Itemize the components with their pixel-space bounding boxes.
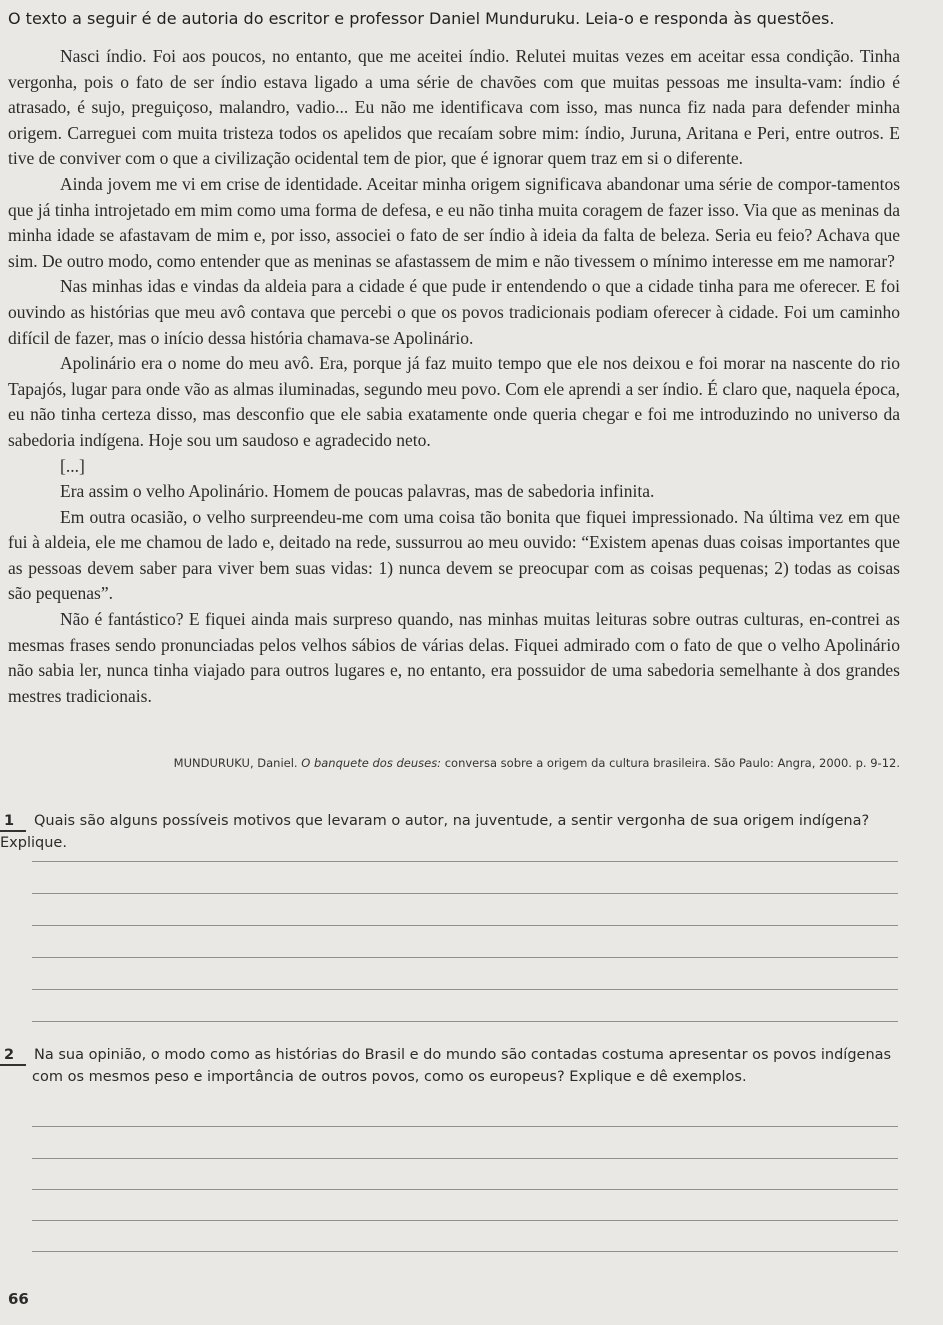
ellipsis-marker: [...] [60,455,85,476]
answer-line[interactable] [32,1251,898,1252]
answer-line[interactable] [32,1189,898,1190]
answer-line[interactable] [32,989,898,990]
instructions: O texto a seguir é de autoria do escritor e professor Daniel Munduruku. Leia-o e responda às questões. [8,9,835,28]
paragraph: Em outra ocasião, o velho surpreendeu-me com uma coisa tão bonita que fiquei impressionado. Na última vez em que fui à aldeia, ele me chamou de lado e, deitado na rede, sussurrou ao meu ouvido: “Existem apenas duas coisas importantes que as pessoas devem saber para viver bem suas vidas: 1) nunca devem se preocupar com as coisas pequenas; 2) todas as coisas são pequenas”. [8,506,900,604]
answer-line[interactable] [32,861,898,862]
question-number: 2 [0,1046,26,1066]
question-1 [0,810,920,854]
paragraph: Ainda jovem me vi em crise de identidade. Aceitar minha origem significava abandonar uma série de compor-tamentos que já tinha introjetado em mim como uma forma de defesa, e eu não tinha muita coragem de fazer isso. Via que as meninas da minha idade se afastavam de mim e, por isso, associei o fato de ser índio à ideia da falta de beleza. Seria eu feio? Achava que sim. De outro modo, como entender que as meninas se afastassem de mim e não tivessem o mínimo interesse em me namorar? [8,173,900,271]
source-details: conversa sobre a origem da cultura brasileira. São Paulo: Angra, 2000. p. 9-12. [444,756,900,770]
paragraph: Apolinário era o nome do meu avô. Era, porque já faz muito tempo que ele nos deixou e foi morar na nascente do rio Tapajós, lugar para onde vão as almas iluminadas, segundo meu povo. Com ele aprendi a ser índio. É claro que, naquela época, eu não tinha certeza disso, mas desconfio que ele sabia exatamente onde queria chegar e foi me introduzindo no universo da sabedoria indígena. Hoje sou um saudoso e agradecido neto. [8,353,900,450]
answer-line[interactable] [32,1126,898,1127]
source-author: MUNDURUKU, Daniel. [173,756,298,770]
paragraph: Nasci índio. Foi aos poucos, no entanto, que me aceitei índio. Relutei muitas vezes em aceitar essa condição. Tinha vergonha, pois o fato de ser índio estava ligado a uma série de chavões com que muitas pessoas me insulta-vam: índio é atrasado, é sujo, preguiçoso, malandro, vadio... Eu não me identificava com isso, mas nunca fiz nada para defender minha origem. Carreguei com muita tristeza todos os apelidos que recaíam sobre mim: índio, Juruna, Aritana e Peri, entre outros. E tive de conviver com o que a civilização ocidental tem de pior, que é ignorar quem traz em si o diferente. [8,46,900,169]
answer-line[interactable] [32,1220,898,1221]
question-2 [0,1044,920,1088]
source-title: O banquete dos deuses: [301,756,442,770]
answer-line[interactable] [32,1021,898,1022]
question-text-continued: com os mesmos peso e importância de outros povos, como os europeus? Explique e dê exemplos. [32,1069,747,1085]
answer-line[interactable] [32,893,898,894]
question-text: Quais são alguns possíveis motivos que levaram o autor, na juventude, a sentir vergonha de sua origem indígena? Explique. [0,813,870,851]
question-number: 1 [0,812,26,832]
paragraph: Era assim o velho Apolinário. Homem de poucas palavras, mas de sabedoria infinita. [60,481,655,502]
bibliographic-source [0,755,900,771]
answer-line[interactable] [32,957,898,958]
paragraph: Nas minhas idas e vindas da aldeia para a cidade é que pude ir entendendo o que a cidade tinha para me oferecer. E foi ouvindo as histórias que meu avô contava que percebi o que os povos tradicionais podiam oferecer à cidade. Foi um caminho difícil de fazer, mas o início dessa história chamava-se Apolinário. [8,276,900,348]
answer-line[interactable] [32,1158,898,1159]
reading-text [8,44,900,709]
paragraph: Não é fantástico? E fiquei ainda mais surpreso quando, nas minhas muitas leituras sobre outras culturas, en-contrei as mesmas frases sendo pronunciadas pelos velhos sábios de várias delas. Fiquei admirado com o fato de que o velho Apolinário não sabia ler, nunca tinha viajado para outros lugares e, no entanto, era possuidor de uma sabedoria semelhante à dos grandes mestres tradicionais. [8,609,900,706]
answer-line[interactable] [32,925,898,926]
question-text: Na sua opinião, o modo como as histórias do Brasil e do mundo são contadas costuma apresentar os povos indígenas [34,1047,892,1063]
page-number: 66 [8,1290,29,1308]
